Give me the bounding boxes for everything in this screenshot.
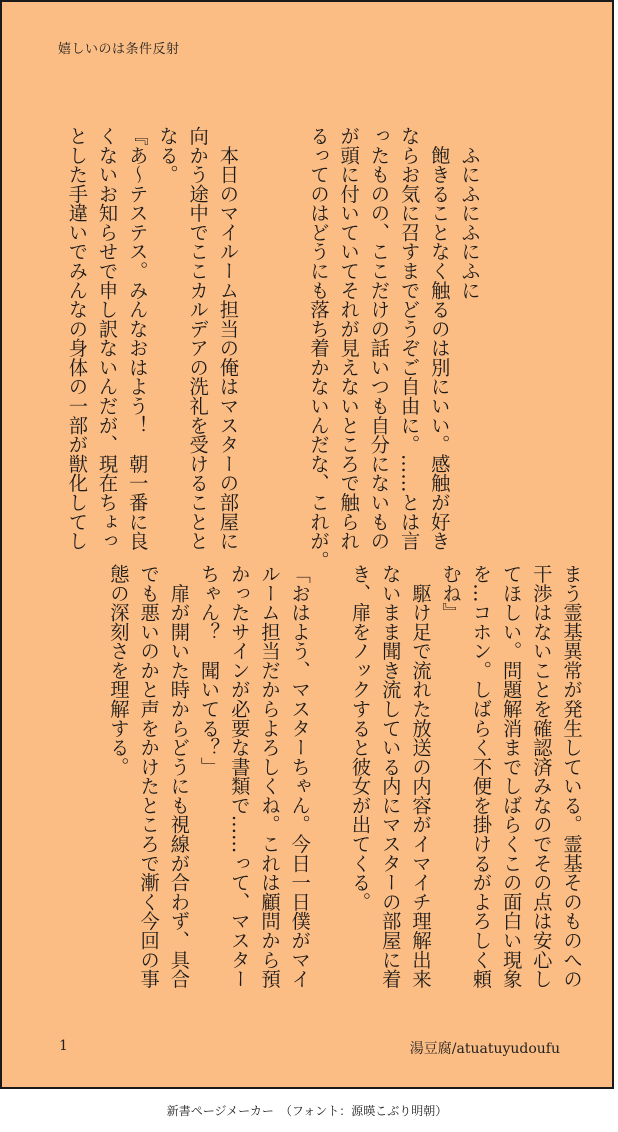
text-block-bottom [103, 564, 586, 994]
text-line: なる。 [155, 126, 179, 184]
text-line: 向かう途中でここカルデアの洗礼を受けることと [186, 126, 210, 551]
text-line: かったサインが必要な書類で……って、マスター [227, 564, 251, 989]
text-line [273, 126, 303, 556]
text-line [314, 564, 344, 994]
author-name: 湯豆腐/atuatuyudoufu [409, 1041, 560, 1057]
text-line: 態の深刻さを理解する。 [106, 564, 130, 777]
text-line [242, 126, 272, 556]
text-line: とした手違いでみんなの身体の一部が獣化してし [65, 126, 89, 551]
text-line: ルーム担当だからよろしくね。これは顧問から預 [257, 564, 281, 989]
text-line: でも悪いのかと声をかけたところで漸く今回の事 [137, 564, 161, 989]
text-line: 飽きることなく触るのは別にいい。感触が好き [427, 126, 451, 551]
text-line: ふにふにふにふに [458, 126, 481, 300]
text-line: るってのはどうにも落ち着かないんだな、これが。 [306, 126, 330, 570]
text-line: 干渉はないことを確認済みなのでその点は安心し [529, 564, 553, 989]
text-line: てほしい。問題解消までしばらくこの面白い現象 [499, 564, 523, 989]
text-line: が頭に付いていてそれが見えないところで触られ [337, 126, 361, 551]
page-number: 1 [59, 1038, 68, 1054]
text-line: 扉が開いた時からどうにも視線が合わず、具合 [167, 564, 191, 989]
text-line: 本日のマイルーム担当の俺はマスターの部屋に [216, 126, 240, 551]
text-line: くないお知らせで申し訳ないんだが、現在ちょっ [95, 126, 119, 551]
text-line: むね』 [439, 564, 463, 622]
text-line: ならお気に召すまでどうぞご自由に。……とは言 [397, 126, 421, 551]
text-line: 「おはよう、マスターちゃん。今日一日僕がマイ [288, 564, 312, 989]
text-line: ったものの、ここだけの話いつも自分にないもの [367, 126, 391, 551]
text-line: を…コホン。しばらく不便を掛けるがよろしく頼 [469, 564, 493, 989]
text-line: き、扉をノックすると彼女が出てくる。 [348, 564, 372, 912]
generator-credit: 新書ページメーカー （フォント：源暎こぶり明朝） [166, 1104, 448, 1118]
text-line: 駆け足で流れた放送の内容がイマイチ理解出来 [408, 564, 432, 989]
page-title: 嬉しいのは条件反射 [58, 42, 180, 57]
text-line: ちゃん？ 聞いてる？」 [197, 564, 221, 777]
text-line: ないまま聞き流している内にマスターの部屋に着 [378, 564, 402, 989]
text-block-top [61, 126, 484, 570]
text-line: まう霊基異常が発生している。霊基そのものへの [560, 564, 583, 989]
text-line: 『あ〜テステス。みんなおはよう！ 朝一番に良 [125, 126, 149, 551]
